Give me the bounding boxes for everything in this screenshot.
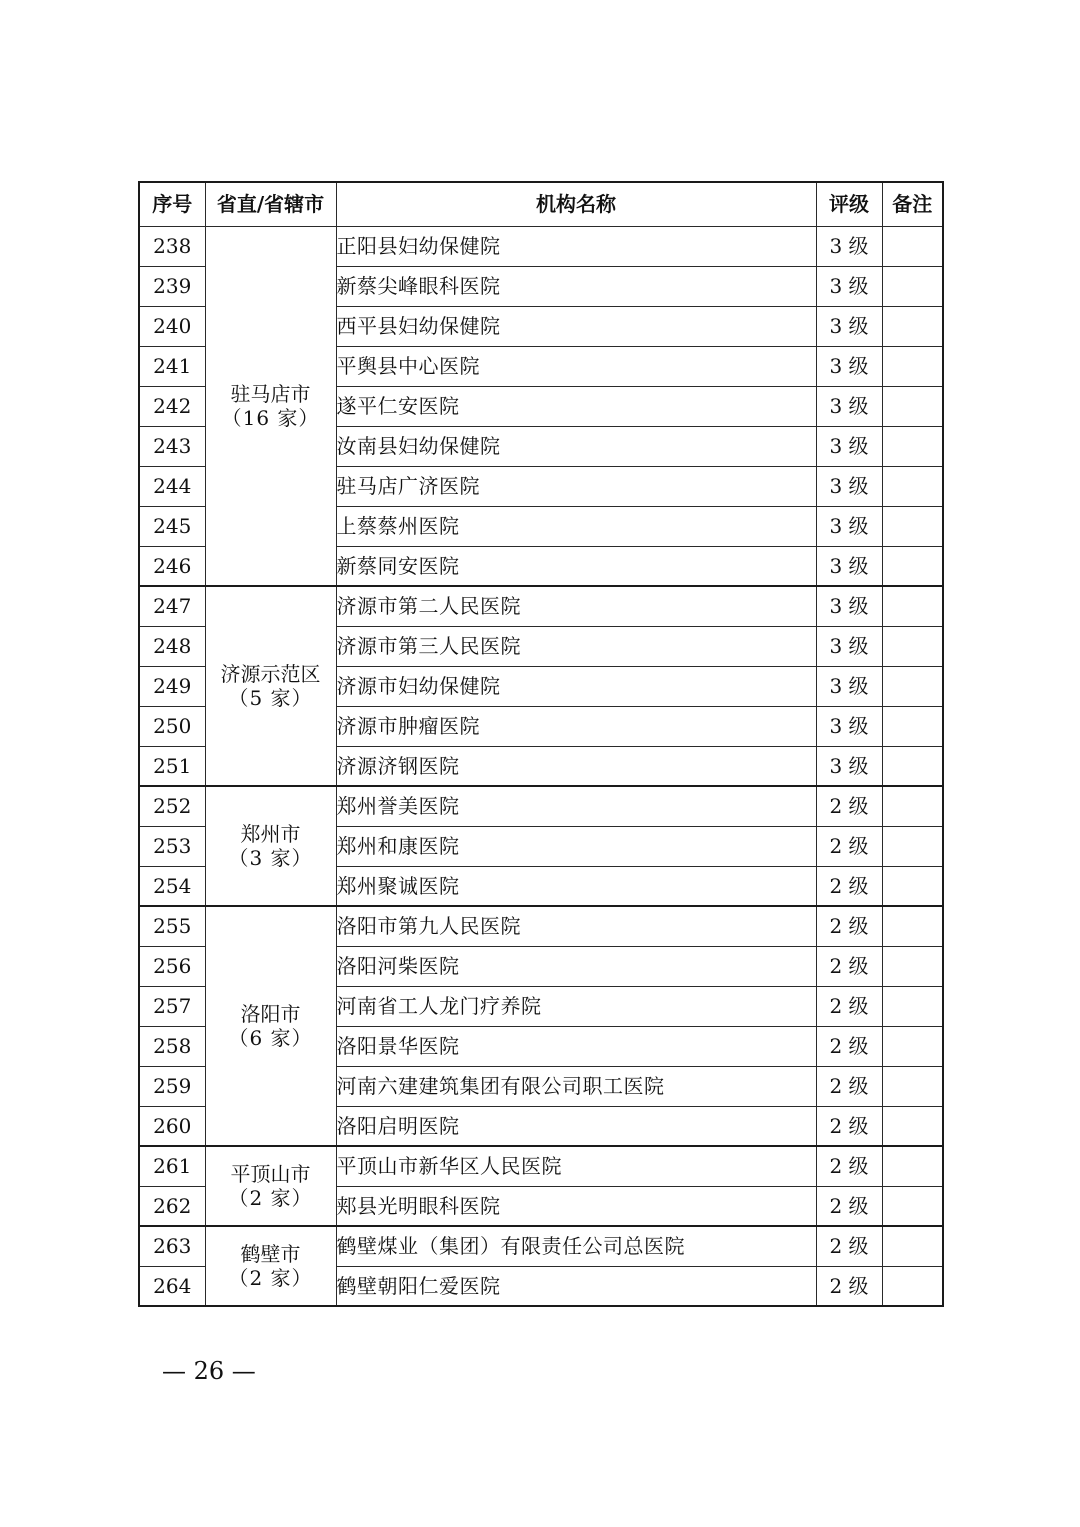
note-cell <box>882 506 943 546</box>
rating-level: 3 级 <box>816 666 882 706</box>
table-row <box>139 906 943 946</box>
row-number: 257 <box>139 986 205 1026</box>
rating-level: 2 级 <box>816 946 882 986</box>
institution-name: 汝南县妇幼保健院 <box>336 426 816 466</box>
rating-level: 2 级 <box>816 866 882 906</box>
institution-name: 济源市肿瘤医院 <box>336 706 816 746</box>
institution-name: 郑州聚诚医院 <box>336 866 816 906</box>
row-number: 250 <box>139 706 205 746</box>
note-cell <box>882 426 943 466</box>
row-number: 238 <box>139 226 205 266</box>
note-cell <box>882 346 943 386</box>
rating-level: 2 级 <box>816 1146 882 1186</box>
note-cell <box>882 706 943 746</box>
row-number: 252 <box>139 786 205 826</box>
city-name: 郑州市 <box>240 822 301 846</box>
row-number: 253 <box>139 826 205 866</box>
institution-name: 鹤壁煤业（集团）有限责任公司总医院 <box>336 1226 816 1266</box>
note-cell <box>882 466 943 506</box>
table-row <box>139 1226 943 1266</box>
header-name: 机构名称 <box>336 182 816 226</box>
city-name: 平顶山市 <box>230 1162 311 1186</box>
city-cell <box>205 906 336 1146</box>
table-body <box>139 226 943 1306</box>
note-cell <box>882 306 943 346</box>
rating-level: 2 级 <box>816 1106 882 1146</box>
row-number: 245 <box>139 506 205 546</box>
institution-name: 济源济钢医院 <box>336 746 816 786</box>
header-note: 备注 <box>882 182 943 226</box>
rating-level: 3 级 <box>816 386 882 426</box>
city-cell <box>205 786 336 906</box>
city-cell <box>205 1226 336 1306</box>
rating-level: 3 级 <box>816 506 882 546</box>
row-number: 243 <box>139 426 205 466</box>
header-city: 省直/省辖市 <box>205 182 336 226</box>
row-number: 241 <box>139 346 205 386</box>
institution-name: 正阳县妇幼保健院 <box>336 226 816 266</box>
institution-name: 郏县光明眼科医院 <box>336 1186 816 1226</box>
note-cell <box>882 626 943 666</box>
rating-level: 2 级 <box>816 1026 882 1066</box>
institution-name: 平舆县中心医院 <box>336 346 816 386</box>
row-number: 240 <box>139 306 205 346</box>
note-cell <box>882 826 943 866</box>
table-row <box>139 226 943 266</box>
note-cell <box>882 1066 943 1106</box>
city-cell <box>205 586 336 786</box>
note-cell <box>882 1026 943 1066</box>
note-cell <box>882 386 943 426</box>
row-number: 239 <box>139 266 205 306</box>
row-number: 264 <box>139 1266 205 1306</box>
city-count: （2 家） <box>228 1186 313 1210</box>
rating-level: 2 级 <box>816 1266 882 1306</box>
rating-level: 2 级 <box>816 906 882 946</box>
row-number: 248 <box>139 626 205 666</box>
institution-name: 济源市第二人民医院 <box>336 586 816 626</box>
institution-name: 济源市妇幼保健院 <box>336 666 816 706</box>
city-cell <box>205 226 336 586</box>
rating-level: 3 级 <box>816 626 882 666</box>
city-cell <box>205 1146 336 1226</box>
row-number: 262 <box>139 1186 205 1226</box>
rating-level: 3 级 <box>816 706 882 746</box>
header-no: 序号 <box>139 182 205 226</box>
row-number: 258 <box>139 1026 205 1066</box>
rating-level: 2 级 <box>816 1186 882 1226</box>
rating-level: 3 级 <box>816 586 882 626</box>
institution-name: 遂平仁安医院 <box>336 386 816 426</box>
institution-name: 济源市第三人民医院 <box>336 626 816 666</box>
row-number: 251 <box>139 746 205 786</box>
rating-level: 2 级 <box>816 786 882 826</box>
row-number: 255 <box>139 906 205 946</box>
institution-name: 鹤壁朝阳仁爱医院 <box>336 1266 816 1306</box>
institution-name: 郑州誉美医院 <box>336 786 816 826</box>
row-number: 242 <box>139 386 205 426</box>
institution-name: 洛阳启明医院 <box>336 1106 816 1146</box>
institution-name: 郑州和康医院 <box>336 826 816 866</box>
row-number: 260 <box>139 1106 205 1146</box>
rating-level: 3 级 <box>816 746 882 786</box>
note-cell <box>882 226 943 266</box>
institution-name: 上蔡蔡州医院 <box>336 506 816 546</box>
city-count: （3 家） <box>228 846 313 870</box>
note-cell <box>882 1186 943 1226</box>
note-cell <box>882 586 943 626</box>
rating-level: 2 级 <box>816 986 882 1026</box>
note-cell <box>882 266 943 306</box>
header-level: 评级 <box>816 182 882 226</box>
city-name: 驻马店市 <box>230 381 311 406</box>
table-header-row <box>139 182 943 226</box>
row-number: 249 <box>139 666 205 706</box>
table-row <box>139 1146 943 1186</box>
rating-level: 3 级 <box>816 266 882 306</box>
note-cell <box>882 866 943 906</box>
row-number: 244 <box>139 466 205 506</box>
city-count: （2 家） <box>228 1266 313 1290</box>
city-count: （6 家） <box>228 1026 313 1050</box>
institution-name: 西平县妇幼保健院 <box>336 306 816 346</box>
table-row <box>139 786 943 826</box>
institution-name: 驻马店广济医院 <box>336 466 816 506</box>
note-cell <box>882 666 943 706</box>
rating-level: 3 级 <box>816 226 882 266</box>
note-cell <box>882 546 943 586</box>
city-name: 鹤壁市 <box>240 1242 301 1266</box>
note-cell <box>882 946 943 986</box>
city-count: （5 家） <box>228 686 313 710</box>
rating-level: 3 级 <box>816 426 882 466</box>
rating-level: 3 级 <box>816 346 882 386</box>
note-cell <box>882 746 943 786</box>
note-cell <box>882 1146 943 1186</box>
rating-level: 3 级 <box>816 466 882 506</box>
institution-name: 洛阳市第九人民医院 <box>336 906 816 946</box>
rating-level: 2 级 <box>816 826 882 866</box>
rating-level: 2 级 <box>816 1226 882 1266</box>
rating-level: 3 级 <box>816 546 882 586</box>
note-cell <box>882 1106 943 1146</box>
rating-level: 3 级 <box>816 306 882 346</box>
note-cell <box>882 1226 943 1266</box>
row-number: 263 <box>139 1226 205 1266</box>
note-cell <box>882 1266 943 1306</box>
institution-name: 河南省工人龙门疗养院 <box>336 986 816 1026</box>
note-cell <box>882 906 943 946</box>
institution-name: 河南六建建筑集团有限公司职工医院 <box>336 1066 816 1106</box>
row-number: 254 <box>139 866 205 906</box>
institution-name: 新蔡尖峰眼科医院 <box>336 266 816 306</box>
table-row <box>139 586 943 626</box>
row-number: 246 <box>139 546 205 586</box>
institution-name: 洛阳景华医院 <box>336 1026 816 1066</box>
row-number: 261 <box>139 1146 205 1186</box>
rating-level: 2 级 <box>816 1066 882 1106</box>
note-cell <box>882 786 943 826</box>
city-count: （16 家） <box>221 405 320 430</box>
institution-name: 新蔡同安医院 <box>336 546 816 586</box>
city-name: 洛阳市 <box>240 1002 301 1026</box>
row-number: 247 <box>139 586 205 626</box>
note-cell <box>882 986 943 1026</box>
institution-name: 平顶山市新华区人民医院 <box>336 1146 816 1186</box>
institution-table <box>138 181 944 1307</box>
row-number: 259 <box>139 1066 205 1106</box>
row-number: 256 <box>139 946 205 986</box>
page-number: — 26 — <box>162 1357 256 1385</box>
city-name: 济源示范区 <box>220 662 321 686</box>
institution-name: 洛阳河柴医院 <box>336 946 816 986</box>
